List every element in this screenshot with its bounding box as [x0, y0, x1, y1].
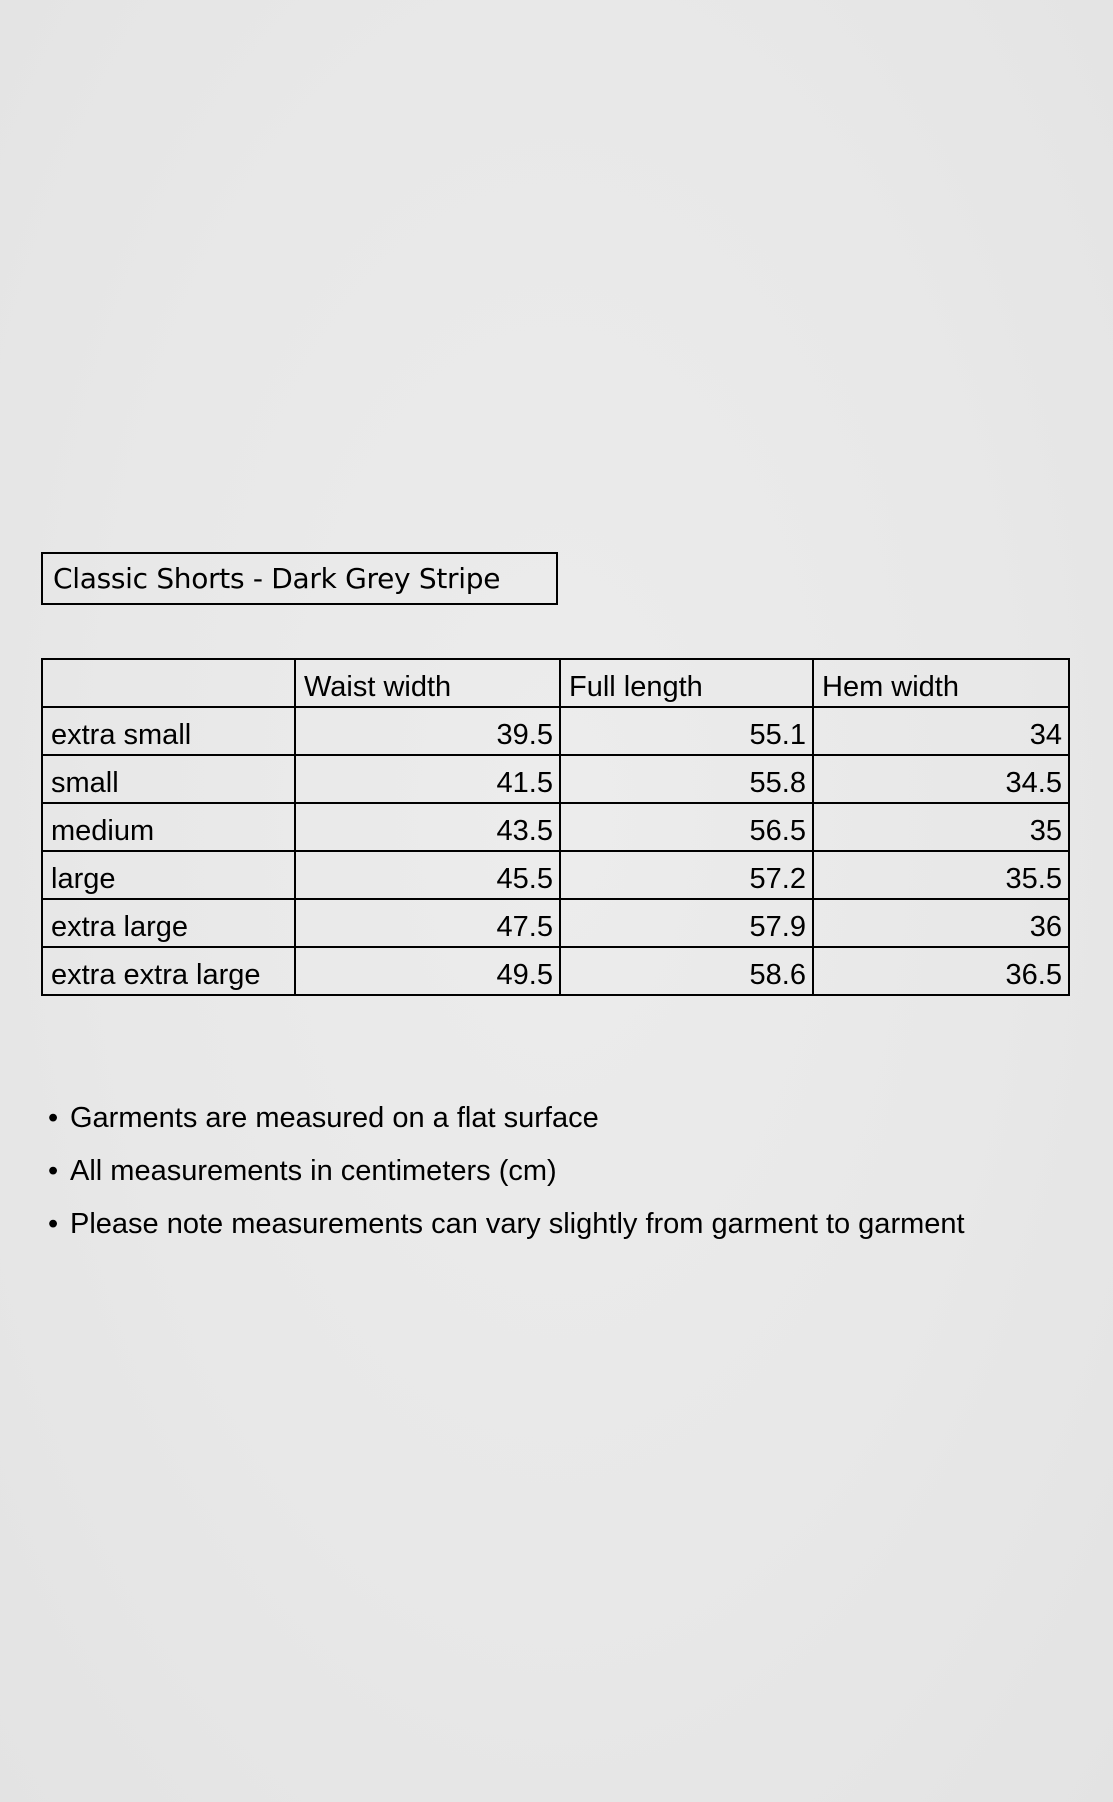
- hem-value: 35.5: [813, 851, 1069, 899]
- page-title: Classic Shorts - Dark Grey Stripe: [41, 552, 558, 605]
- waist-value: 41.5: [295, 755, 560, 803]
- waist-value: 43.5: [295, 803, 560, 851]
- waist-value: 45.5: [295, 851, 560, 899]
- hem-value: 35: [813, 803, 1069, 851]
- note-text: Please note measurements can vary slightly from garment to garment: [70, 1208, 965, 1240]
- bullet: •: [48, 1155, 59, 1187]
- table-row: [42, 755, 1069, 803]
- table-row: [42, 947, 1069, 995]
- measurement-notes: [48, 1092, 965, 1251]
- table-row: [42, 851, 1069, 899]
- hem-value: 36: [813, 899, 1069, 947]
- size-label: extra large: [42, 899, 295, 947]
- header-size: [42, 659, 295, 707]
- length-value: 55.8: [560, 755, 813, 803]
- hem-value: 34: [813, 707, 1069, 755]
- size-label: extra extra large: [42, 947, 295, 995]
- length-value: 58.6: [560, 947, 813, 995]
- table-header-row: [42, 659, 1069, 707]
- table-row: [42, 803, 1069, 851]
- size-label: large: [42, 851, 295, 899]
- length-value: 55.1: [560, 707, 813, 755]
- note-text: All measurements in centimeters (cm): [70, 1155, 557, 1187]
- waist-value: 49.5: [295, 947, 560, 995]
- bullet: •: [48, 1208, 59, 1240]
- table-row: [42, 707, 1069, 755]
- header-full-length: Full length: [560, 659, 813, 707]
- hem-value: 36.5: [813, 947, 1069, 995]
- size-chart-table: [41, 658, 1070, 996]
- list-item: [48, 1198, 965, 1251]
- table-row: [42, 899, 1069, 947]
- size-label: small: [42, 755, 295, 803]
- size-label: medium: [42, 803, 295, 851]
- length-value: 56.5: [560, 803, 813, 851]
- waist-value: 47.5: [295, 899, 560, 947]
- list-item: [48, 1092, 965, 1145]
- hem-value: 34.5: [813, 755, 1069, 803]
- bullet: •: [48, 1102, 59, 1134]
- header-hem-width: Hem width: [813, 659, 1069, 707]
- list-item: [48, 1145, 965, 1198]
- length-value: 57.9: [560, 899, 813, 947]
- header-waist-width: Waist width: [295, 659, 560, 707]
- size-label: extra small: [42, 707, 295, 755]
- length-value: 57.2: [560, 851, 813, 899]
- note-text: Garments are measured on a flat surface: [70, 1102, 599, 1134]
- waist-value: 39.5: [295, 707, 560, 755]
